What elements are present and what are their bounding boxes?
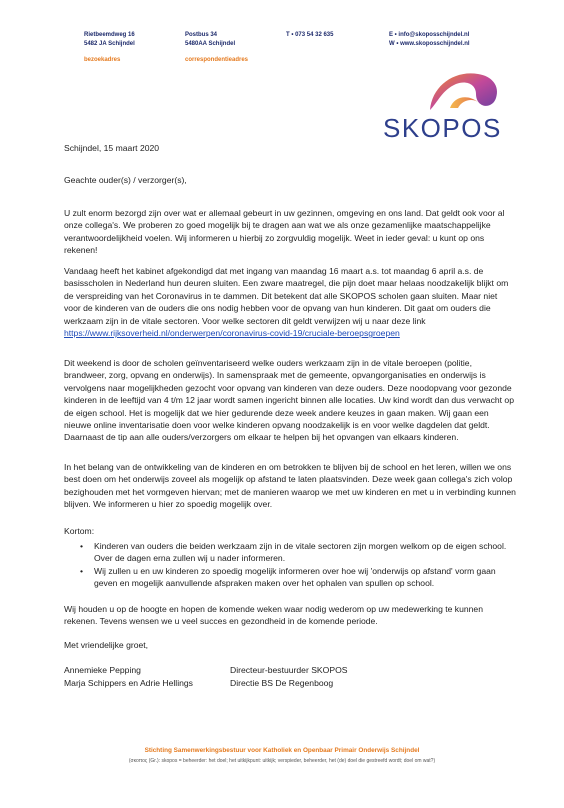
- visit-address-line1: Rietbeemdweg 16: [84, 32, 135, 38]
- kortom-label: Kortom:: [64, 526, 95, 536]
- signer-role-2: Directie BS De Regenboog: [230, 678, 334, 688]
- web-text[interactable]: W • www.skoposschijndel.nl: [389, 40, 470, 47]
- logo-wordmark: SKOPOS: [383, 113, 502, 143]
- list-item-text: Wij zullen u en uw kinderen zo spoedig mogelijk informeren over hoe wij 'onderwijs op afstand' vorm gaan geven en mogelijk aanvullende afspraken maken over het ophalen van spullen op school.: [94, 565, 496, 589]
- postal-address-label: correspondentieadres: [185, 57, 249, 63]
- footer-foundation-name: Stichting Samenwerkingsbestuur voor Katholiek en Openbaar Primair Onderwijs Schijndel: [144, 747, 420, 754]
- bullet-icon: •: [80, 541, 84, 551]
- signer-name-2: Marja Schippers en Adrie Hellings: [64, 678, 193, 688]
- footer-etymology: (σκοπος (Gr.): skopos = beheerder: het doel; het uitkijkpunt: uitkijk; verspieder, beheerder, het (de) doel die gestreefd wordt; doel om wat?): [128, 758, 436, 764]
- paragraph-4: In het belang van de ontwikkeling van de kinderen en om betrokken te blijven bij de school en het leren, willen we ons best doen om het onderwijs zoveel als mogelijk op afstand te laten plaatsvinden. Deze week gaan collega's zich volop bezighouden met het vormgeven hiervan; met de manieren waarop we met uw kinderen en met u in verbinding kunnen blijven. We informeren u hier zo spoedig mogelijk over.: [64, 462, 516, 510]
- signer-name-1: Annemieke Pepping: [64, 665, 141, 675]
- paragraph-3: Dit weekend is door de scholen geïnventariseerd welke ouders werkzaam zijn in de vitale beroepen (politie, brandweer, zorg, opvang en onderwijs). In samenspraak met de gemeente, opvangorganisaties en onderwijs is vervolgens naar mogelijkheden gezocht voor opvang van kinderen van deze ouders. Deze noodopvang voor gezonde kinderen in de leeftijd van 4 t/m 12 jaar wordt samen ingericht binnen alle locaties. Uw kind wordt dan dus verwacht op de eigen school. Het is mogelijk dat we hier gedurende deze week andere keuzes in gaan maken. Wij gaan een nieuwe online inventarisatie doen voor welke kinderen opvang noodzakelijk is en voor welke dagdelen dat geldt. Daarnaast de tip aan alle ouders/verzorgers om elkaar te helpen bij het opvangen van elkaars kinderen.: [64, 358, 514, 443]
- postal-address: [185, 31, 248, 65]
- email-text[interactable]: E • info@skoposschijndel.nl: [389, 32, 470, 38]
- visit-address: [84, 31, 135, 65]
- list-item-text: Kinderen van ouders die beiden werkzaam zijn in de vitale sectoren zijn morgen welkom op de eigen school. Over de dagen erna zullen wij u nader informeren.: [94, 541, 507, 564]
- summary-list: [64, 540, 516, 590]
- closing-paragraph: Wij houden u op de hoogte en hopen de komende weken waar nodig wederom op uw medewerking te kunnen rekenen. Tevens wensen we u veel succes en gezondheid in de komende periode.: [64, 604, 483, 627]
- paragraph-2-text: Vandaag heeft het kabinet afgekondigd dat met ingang van maandag 16 maart a.s. tot maandag 6 april a.s. de basisscholen in Nederland hun deuren sluiten. Een zware maatregel, die pijn doet maar helaas noodzakelijk blijkt om de verspreiding van het Coronavirus in te dammen. Dit betekent dat alle SKOPOS scholen gaan sluiten. Maar niet voor de kinderen van de ouders die ons nodig hebben voor de opvang van hun kinderen. Dit gaat om ouders die werkzaam zijn in de vitale sectoren. Voor welke sectoren dit geldt verwijzen wij u naar deze link: [64, 266, 509, 326]
- list-item: [64, 565, 516, 590]
- letter-date: Schijndel, 15 maart 2020: [64, 143, 160, 153]
- list-item: [64, 540, 516, 565]
- bullet-icon: •: [80, 565, 84, 576]
- visit-address-label: bezoekadres: [84, 57, 121, 63]
- visit-address-line2: 5482 JA Schijndel: [84, 40, 135, 47]
- postal-address-line2: 5480AA Schijndel: [185, 40, 236, 47]
- covid-link[interactable]: https://www.rijksoverheid.nl/onderwerpen/coronavirus-covid-19/cruciale-beroepsgroepen: [64, 328, 400, 339]
- regards: Met vriendelijke groet,: [64, 640, 149, 650]
- salutation: Geachte ouder(s) / verzorger(s),: [64, 175, 187, 185]
- paragraph-1: U zult enorm bezorgd zijn over wat er allemaal gebeurt in uw gezinnen, omgeving en ons land. Dat geldt ook voor al onze collega's. We proberen zo goed mogelijk bij te dragen aan wat we als onze gezamenlijke maatschappelijke verantwoordelijkheid voelen. Wij informeren u hierbij zo zorgvuldig mogelijk. Weet in ieder geval: u kunt op ons rekenen!: [64, 208, 505, 256]
- postal-address-line1: Postbus 34: [185, 32, 218, 38]
- contact-info: [389, 31, 470, 48]
- phone-text: T • 073 54 32 635: [286, 32, 334, 38]
- paragraph-2: [64, 265, 516, 339]
- signer-role-1: Directeur-bestuurder SKOPOS: [230, 665, 348, 675]
- phone-number: [286, 31, 333, 40]
